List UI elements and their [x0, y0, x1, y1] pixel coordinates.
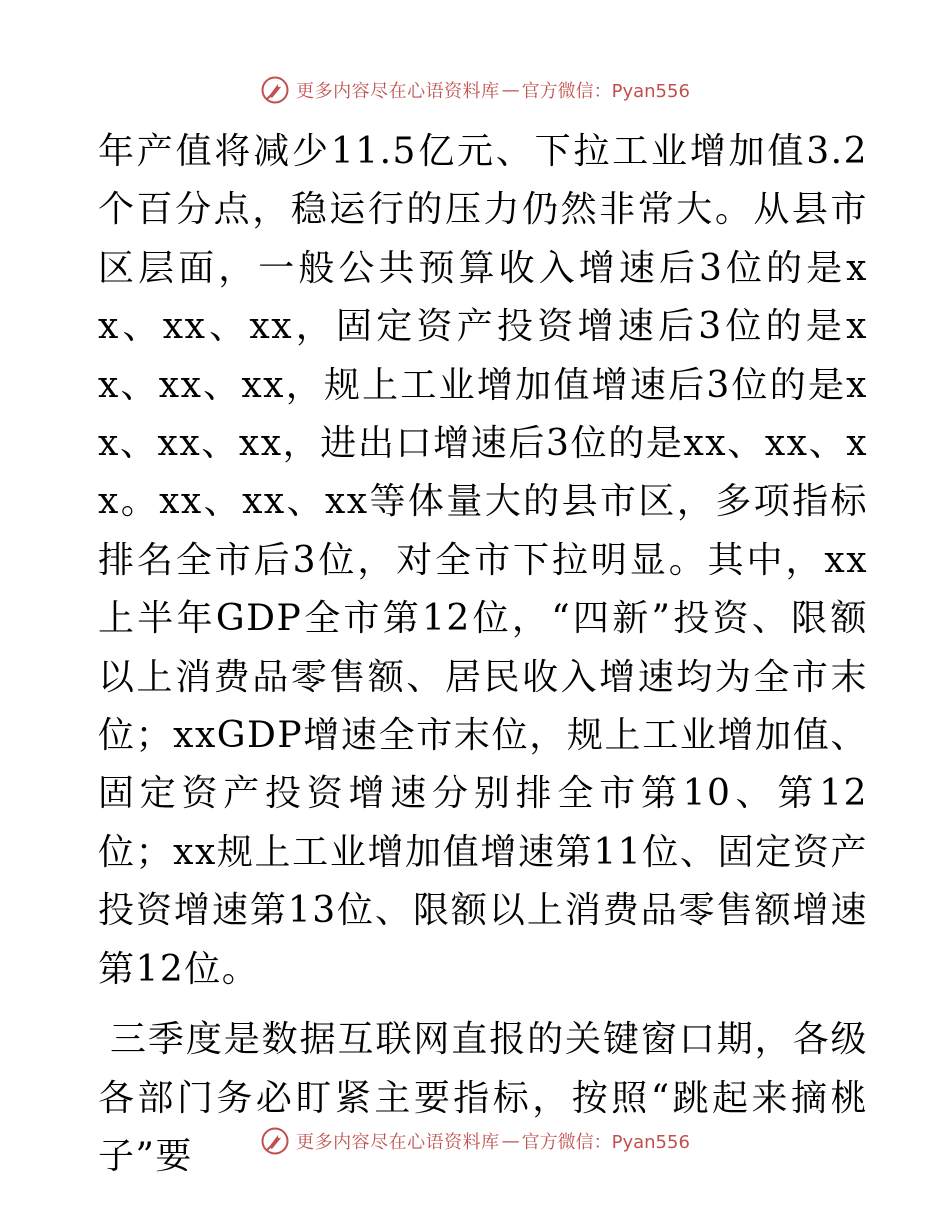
watermark-wechat: 官方微信：Pyan556 [521, 81, 690, 102]
watermark-wechat: 官方微信：Pyan556 [521, 1132, 690, 1153]
watermark-text: 更多内容尽在心语资料库 [296, 81, 500, 102]
pen-nib-logo-icon [260, 1126, 290, 1156]
watermark-text: 更多内容尽在心语资料库 [296, 1132, 500, 1153]
watermark-dash: — [501, 79, 520, 101]
header-watermark-banner [0, 70, 950, 110]
document-body [98, 123, 868, 1186]
body-paragraph: 年产值将减少11.5亿元、下拉工业增加值3.2个百分点，稳运行的压力仍然非常大。从县市区层面，一般公共预算收入增速后3位的是xx、xx、xx，固定资产投资增速后3位的是xx、xx、xx，规上工业增加值增速后3位的是xx、xx、xx，进出口增速后3位的是xx、xx、xx。xx、xx、xx等体量大的县市区，多项指标排名全市后3位，对全市下拉明显。其中，xx上半年GDP全市第12位，“四新”投资、限额以上消费品零售额、居民收入增速均为全市末位；xxGDP增速全市末位，规上工业增加值、固定资产投资增速分别排全市第10、第12位；xx规上工业增加值增速第11位、固定资产投资增速第13位、限额以上消费品零售额增速第12位。 [98, 131, 868, 990]
watermark-dash: — [501, 1130, 520, 1152]
footer-watermark-banner [0, 1121, 950, 1161]
pen-nib-logo-icon [260, 75, 290, 105]
body-paragraph: 三季度是数据互联网直报的关键窗口期，各级各部门务必盯紧主要指标，按照“跳起来摘桃子”要 [98, 1019, 868, 1177]
